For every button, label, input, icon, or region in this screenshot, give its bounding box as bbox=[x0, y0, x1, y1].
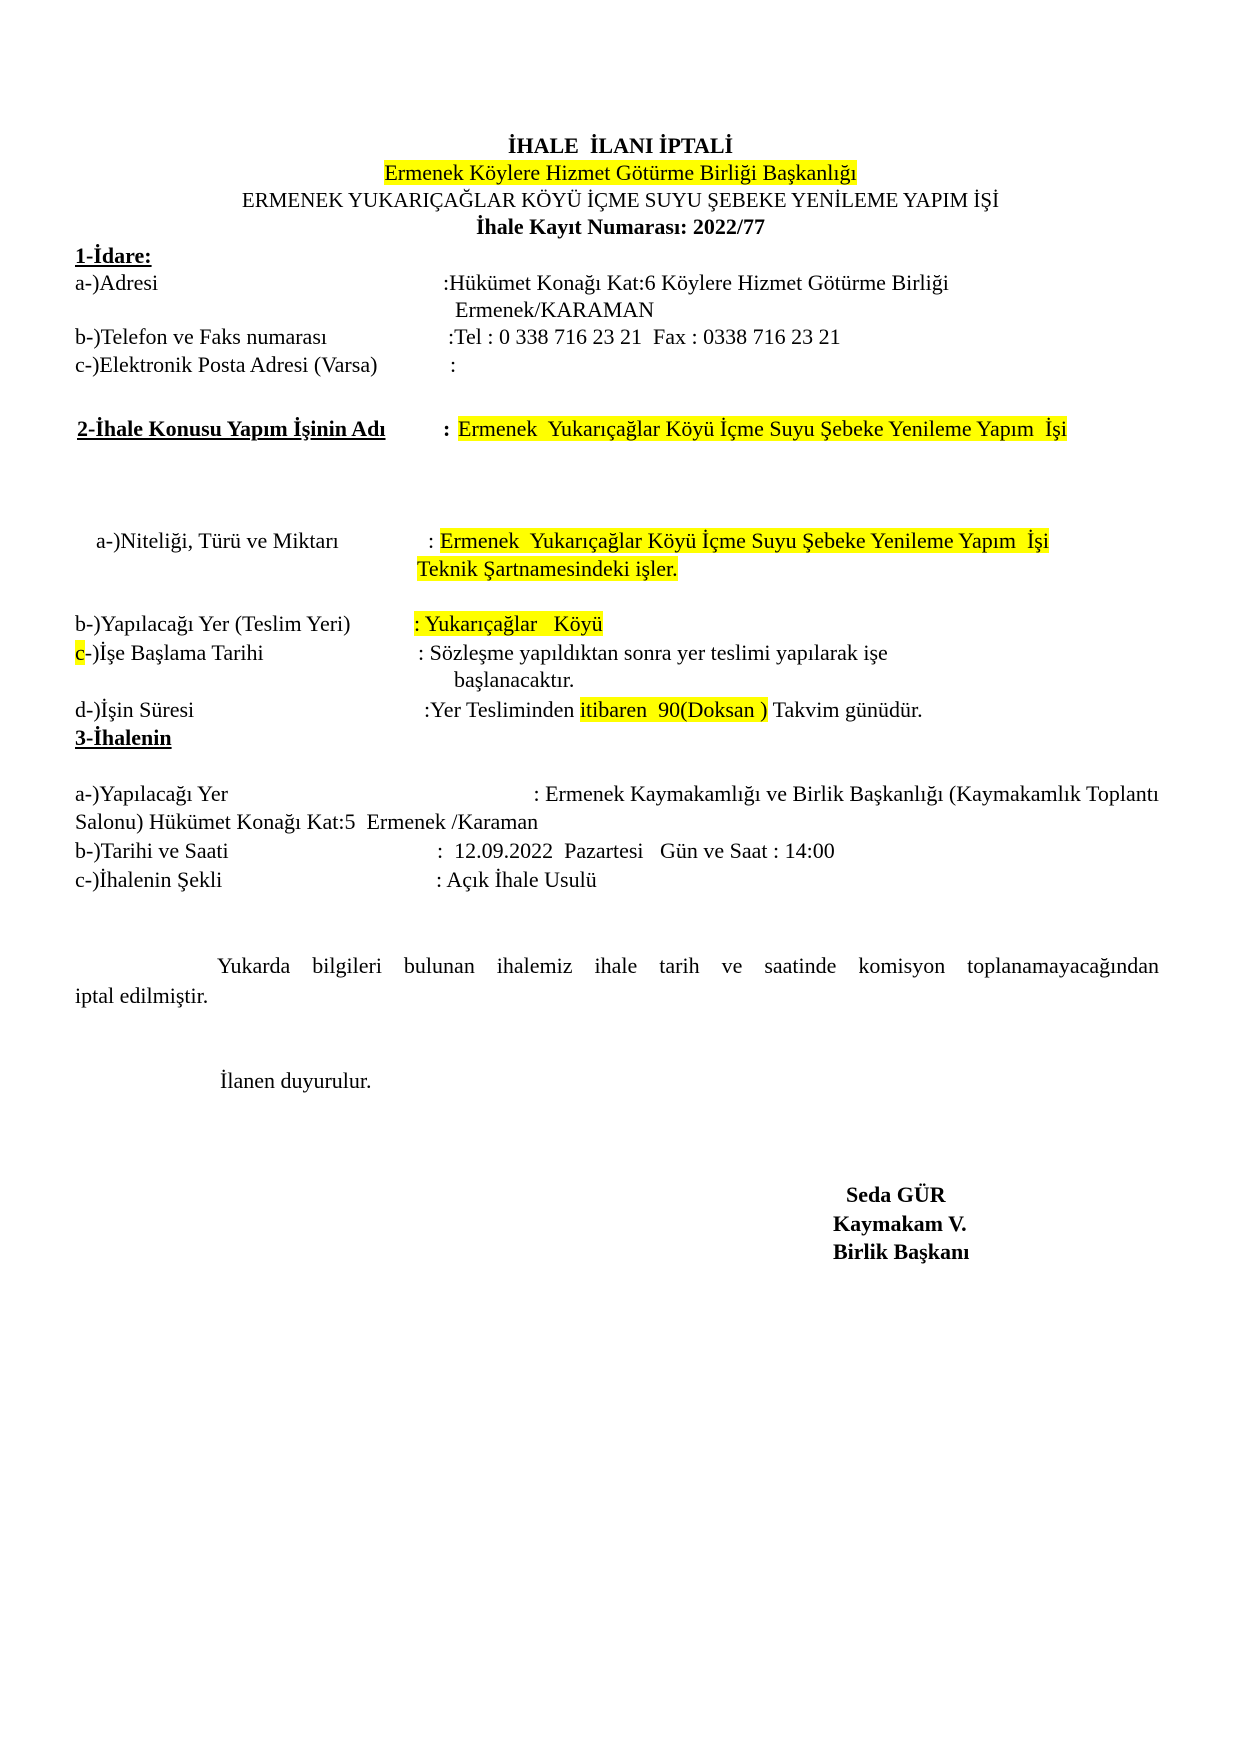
nature-label: a-)Niteliği, Türü ve Miktarı bbox=[96, 528, 339, 553]
signatory-role: Birlik Başkanı bbox=[833, 1239, 970, 1264]
start-value: : Sözleşme yapıldıktan sonra yer teslimi yapılarak işe bbox=[418, 640, 888, 665]
address-label: a-)Adresi bbox=[75, 270, 159, 295]
tender-place-value: : Ermenek Kaymakamlığı ve Birlik Başkanlığı (Kaymakamlık Toplantı bbox=[533, 781, 1159, 806]
start-label-text: -)İşe Başlama Tarihi bbox=[84, 640, 264, 665]
place-value bbox=[414, 611, 603, 637]
duration-value bbox=[424, 697, 923, 723]
nature-value-line1: Ermenek Yukarıçağlar Köyü İçme Suyu Şebeke Yenileme Yapım İşi bbox=[440, 528, 1049, 553]
start-label bbox=[75, 640, 264, 666]
tender-date-label: b-)Tarihi ve Saati bbox=[75, 838, 229, 863]
tender-place-label: a-)Yapılacağı Yer bbox=[75, 781, 228, 806]
announcement: İlanen duyurulur. bbox=[220, 1068, 372, 1093]
authority-line bbox=[0, 160, 1241, 186]
registry-number: İhale Kayıt Numarası: 2022/77 bbox=[475, 214, 766, 239]
work-name-value: Ermenek Yukarıçağlar Köyü İçme Suyu Şebeke Yenileme Yapım İşi bbox=[458, 416, 1067, 441]
start-label-marker: c bbox=[75, 640, 85, 665]
nature-value-2 bbox=[417, 556, 678, 582]
nature-colon: : bbox=[428, 528, 435, 553]
project-title: ERMENEK YUKARIÇAĞLAR KÖYÜ İÇME SUYU ŞEBEKE YENİLEME YAPIM İŞİ bbox=[241, 188, 1000, 212]
tender-place-value-line2: Salonu) Hükümet Konağı Kat:5 Ermenek /Karaman bbox=[75, 809, 539, 834]
tender-type-value: : Açık İhale Usulü bbox=[436, 867, 597, 892]
cancellation-paragraph-line1 bbox=[75, 953, 1159, 979]
cancellation-paragraph-line2: iptal edilmiştir. bbox=[75, 983, 209, 1008]
phone-label: b-)Telefon ve Faks numarası bbox=[75, 324, 327, 349]
signatory-name: Seda GÜR bbox=[846, 1182, 946, 1207]
place-value-text: : Yukarıçağlar Köyü bbox=[414, 611, 603, 636]
tender-type-label: c-)İhalenin Şekli bbox=[75, 867, 223, 892]
start-value-line2: başlanacaktır. bbox=[454, 667, 575, 692]
section2-heading: 2-İhale Konusu Yapım İşinin Adı bbox=[77, 416, 386, 441]
duration-pre: :Yer Tesliminden bbox=[424, 697, 580, 722]
document-title: İHALE İLANI İPTALİ bbox=[507, 133, 734, 158]
address-value-line2: Ermenek/KARAMAN bbox=[455, 297, 655, 322]
work-name bbox=[458, 416, 1067, 442]
signatory-title: Kaymakam V. bbox=[833, 1211, 967, 1236]
section1-heading: 1-İdare: bbox=[75, 243, 152, 268]
duration-post: Takvim günüdür. bbox=[767, 697, 923, 722]
section2-colon: : bbox=[443, 416, 451, 441]
email-label: c-)Elektronik Posta Adresi (Varsa) bbox=[75, 352, 378, 377]
duration-label: d-)İşin Süresi bbox=[75, 697, 195, 722]
nature-value-line2: Teknik Şartnamesindeki işler. bbox=[417, 556, 678, 581]
address-value: :Hükümet Konağı Kat:6 Köylere Hizmet Götürme Birliği bbox=[443, 270, 949, 295]
duration-highlight: itibaren 90(Doksan ) bbox=[579, 697, 768, 722]
nature-value bbox=[440, 528, 1049, 554]
cancellation-text-1: Yukarda bilgileri bulunan ihalemiz ihale tarih ve saatinde komisyon toplanamayacağından bbox=[217, 953, 1159, 978]
phone-value: :Tel : 0 338 716 23 21 Fax : 0338 716 23 21 bbox=[448, 324, 841, 349]
place-label: b-)Yapılacağı Yer (Teslim Yeri) bbox=[75, 611, 351, 636]
tender-date-value: : 12.09.2022 Pazartesi Gün ve Saat : 14:00 bbox=[437, 838, 835, 863]
section3-heading: 3-İhalenin bbox=[75, 725, 172, 750]
email-value: : bbox=[450, 352, 457, 377]
authority-name: Ermenek Köylere Hizmet Götürme Birliği Başkanlığı bbox=[384, 160, 857, 185]
